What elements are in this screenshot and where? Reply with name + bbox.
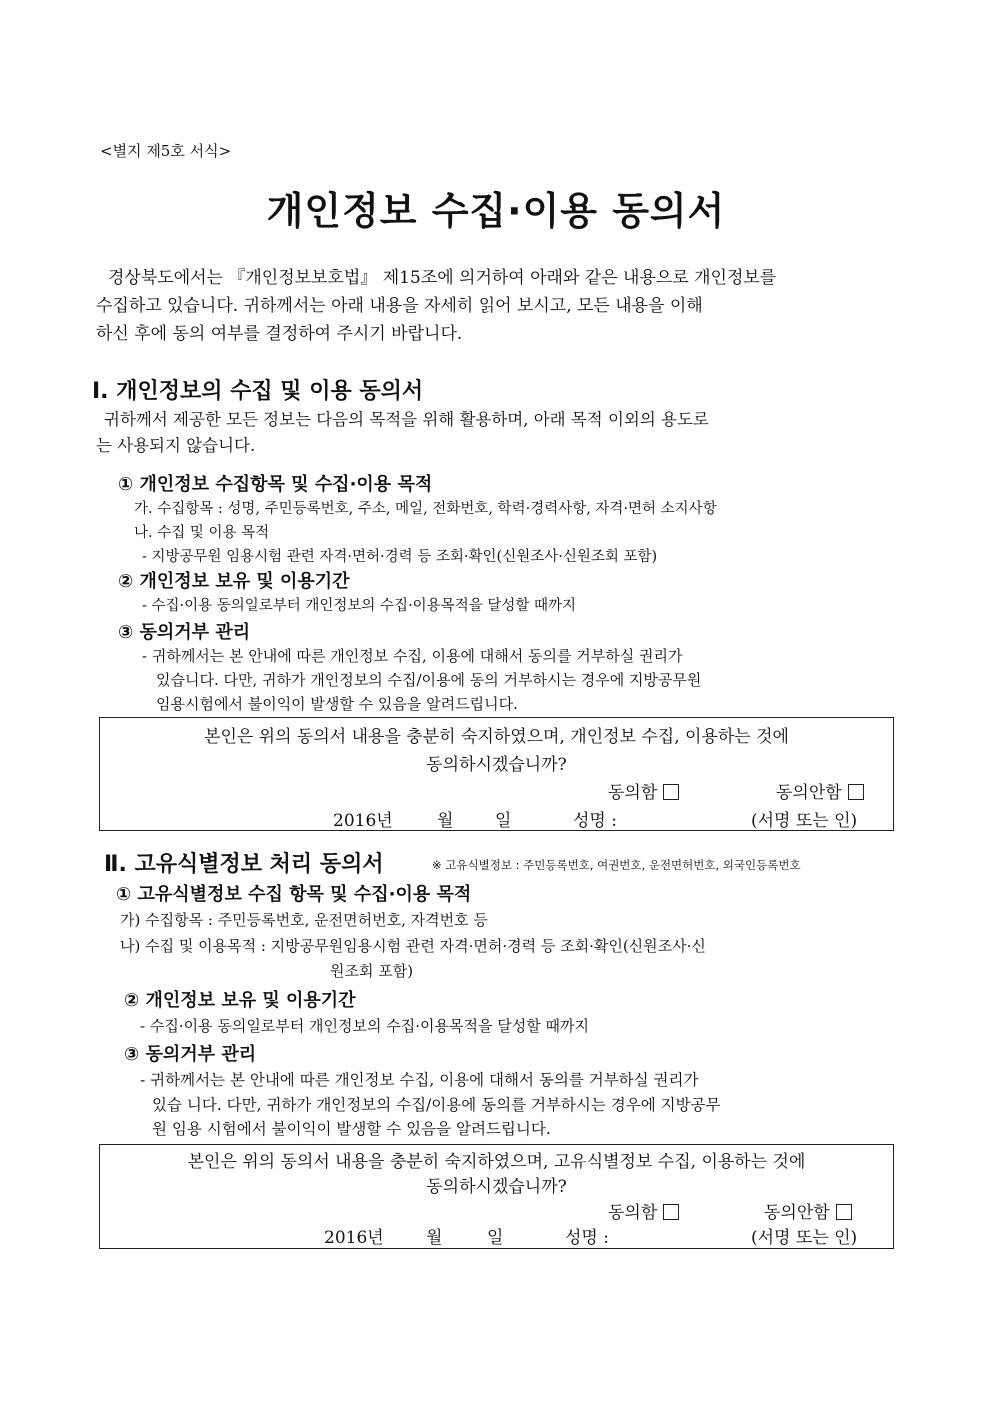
section1-item1-a: 가. 수집항목 : 성명, 주민등록번호, 주소, 메일, 전화번호, 학력·경력사항, 자격·면허 소지사항 xyxy=(134,501,717,517)
section2-item2-detail: - 수집·이용 동의일로부터 개인정보의 수집·이용목적을 달성할 때까지 xyxy=(140,1017,589,1035)
agree-option[interactable] xyxy=(608,778,679,803)
section2-consent-box xyxy=(99,1144,894,1249)
section2-item2-title: ② 개인정보 보유 및 이용기간 xyxy=(124,990,356,1011)
date-year: 2016년 xyxy=(333,811,393,831)
date-month: 월 xyxy=(437,811,454,831)
date-year: 2016년 xyxy=(324,1228,384,1248)
section1-title: Ⅰ. 개인정보의 수집 및 이용 동의서 xyxy=(92,379,424,404)
intro-paragraph xyxy=(96,264,902,348)
agree-label: 동의함 xyxy=(608,783,658,803)
section1-item3-line: 임용시험에서 불이익이 발생할 수 있음을 알려드립니다. xyxy=(156,695,518,713)
disagree-label: 동의안함 xyxy=(764,1203,830,1223)
intro-line: 경상북도에서는 『개인정보보호법』 제15조에 의거하여 아래와 같은 내용으로 개인정보를 xyxy=(108,268,777,288)
section1-item2-detail: - 수집·이용 동의일로부터 개인정보의 수집·이용목적을 달성할 때까지 xyxy=(142,598,576,614)
section2-item1-a: 가) 수집항목 : 주민등록번호, 운전면허번호, 자격번호 등 xyxy=(120,911,488,929)
section2-item3-line: 원 임용 시험에서 불이익이 발생할 수 있음을 알려드립니다. xyxy=(152,1120,551,1138)
name-signature-field[interactable] xyxy=(640,802,740,824)
name-label: 성명 : xyxy=(565,1228,609,1248)
document-title: 개인정보 수집·이용 동의서 xyxy=(266,189,726,233)
section1-item3-line: - 귀하께서는 본 안내에 따른 개인정보 수집, 이용에 대해서 동의를 거부하실 권리가 xyxy=(142,647,683,665)
consent-question: 본인은 위의 동의서 내용을 충분히 숙지하였으며, 고유식별정보 수집, 이용하는 것에 xyxy=(187,1152,806,1172)
section2-note: ※ 고유식별정보 : 주민등록번호, 여권번호, 운전면허번호, 외국인등록번호 xyxy=(432,858,801,872)
form-number: <별지 제5호 서식> xyxy=(100,142,232,160)
disagree-label: 동의안함 xyxy=(776,783,842,803)
consent-question: 동의하시겠습니까? xyxy=(426,755,567,775)
agree-checkbox[interactable] xyxy=(663,1204,679,1220)
section1-item2-title: ② 개인정보 보유 및 이용기간 xyxy=(118,571,350,592)
section2-item1-b-cont: 원조회 포함) xyxy=(330,962,414,980)
name-signature-field[interactable] xyxy=(632,1219,732,1241)
disagree-checkbox[interactable] xyxy=(836,1204,852,1220)
name-label: 성명 : xyxy=(573,811,617,831)
section2-item1-b: 나) 수집 및 이용목적 : 지방공무원임용시험 관련 자격·면허·경력 등 조회·확인(신원조사·신 xyxy=(120,937,706,955)
section1-item3-line: 있습니다. 다만, 귀하가 개인정보의 수집/이용에 동의 거부하시는 경우에 지방공무원 xyxy=(156,671,702,689)
agree-label: 동의함 xyxy=(608,1203,658,1223)
section1-desc-line: 귀하께서 제공한 모든 정보는 다음의 목적을 위해 활용하며, 아래 목적 이외의 용도로 xyxy=(104,410,709,429)
section2-item3-line: 있습 니다. 다만, 귀하가 개인정보의 수집/이용에 동의를 거부하시는 경우에 지방공무 xyxy=(152,1096,721,1114)
consent-question: 본인은 위의 동의서 내용을 충분히 숙지하였으며, 개인정보 수집, 이용하는 것에 xyxy=(204,727,789,747)
date-day: 일 xyxy=(495,811,512,831)
agree-checkbox[interactable] xyxy=(663,784,679,800)
intro-line: 하신 후에 동의 여부를 결정하여 주시기 바랍니다. xyxy=(96,324,463,344)
disagree-checkbox[interactable] xyxy=(848,784,864,800)
disagree-option[interactable] xyxy=(776,778,864,803)
section2-title: Ⅱ. 고유식별정보 처리 동의서 xyxy=(104,852,384,877)
date-day: 일 xyxy=(487,1228,504,1248)
section2-item3-title: ③ 동의거부 관리 xyxy=(124,1044,257,1065)
section1-item3-title: ③ 동의거부 관리 xyxy=(118,622,251,643)
consent-question: 동의하시겠습니까? xyxy=(426,1177,567,1197)
signature-label: (서명 또는 인) xyxy=(751,811,858,831)
section2-item1-title: ① 고유식별정보 수집 항목 및 수집·이용 목적 xyxy=(116,884,472,905)
signature-label: (서명 또는 인) xyxy=(751,1228,858,1248)
section1-item1-b-detail: - 지방공무원 임용시험 관련 자격·면허·경력 등 조회·확인(신원조사·신원조회 포함) xyxy=(142,549,658,565)
section1-item1-title: ① 개인정보 수집항목 및 수집·이용 목적 xyxy=(118,474,433,495)
disagree-option[interactable] xyxy=(764,1198,852,1223)
section1-consent-box xyxy=(99,717,894,831)
section1-item1-b: 나. 수집 및 이용 목적 xyxy=(134,525,270,541)
section2-item3-line: - 귀하께서는 본 안내에 따른 개인정보 수집, 이용에 대해서 동의를 거부하실 권리가 xyxy=(140,1071,699,1089)
intro-line: 수집하고 있습니다. 귀하께서는 아래 내용을 자세히 읽어 보시고, 모든 내용을 이해 xyxy=(96,296,703,316)
section1-desc-line: 는 사용되지 않습니다. xyxy=(96,436,256,455)
date-month: 월 xyxy=(426,1228,443,1248)
